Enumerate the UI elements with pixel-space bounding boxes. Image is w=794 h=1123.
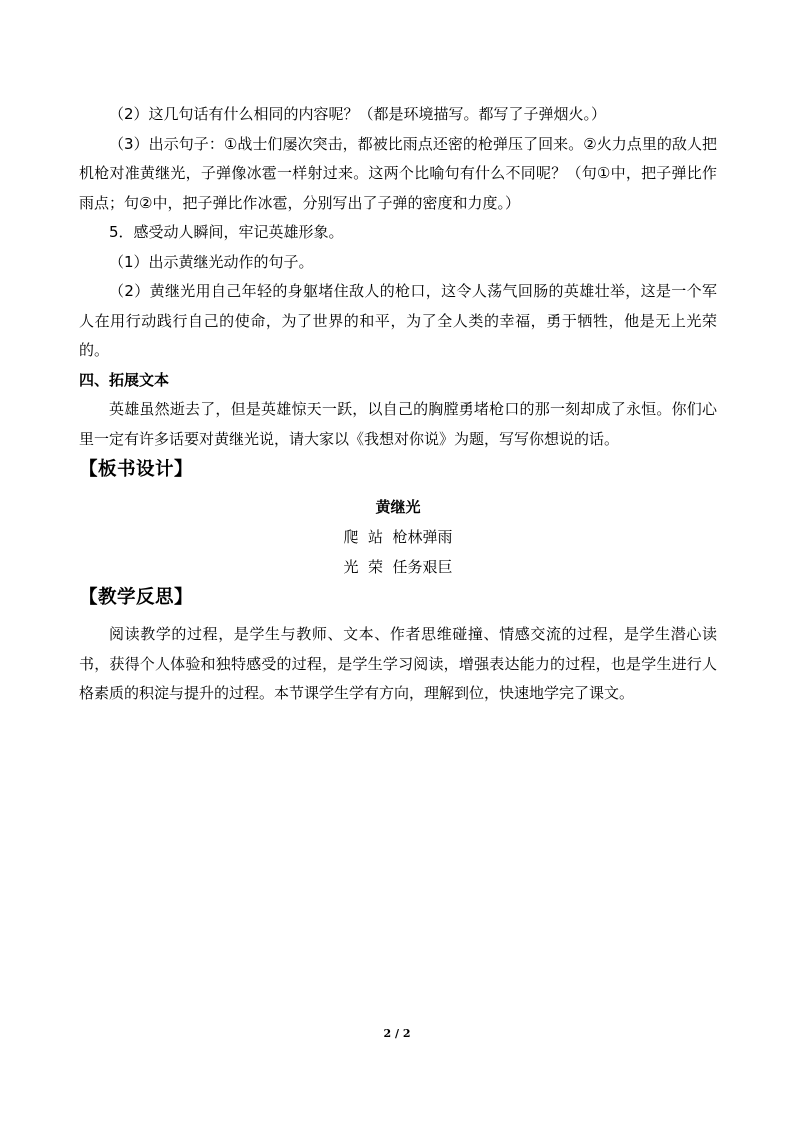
board-design-heading: 【板书设计】 [79,459,194,480]
paragraph-heroic-deed: （2）黄继光用自己年轻的身躯堵住敌人的枪口，这令人荡气回肠的英雄壮举，这是一个军人在用行动践行自己的使命，为了世界的和平，为了全人类的幸福，勇于牺牲，他是无上光荣的。 [79,282,717,359]
paragraph-reflection: 阅读教学的过程，是学生与教师、文本、作者思维碰撞、情感交流的过程，是学生潜心读书，获得个人体验和独特感受的过程，是学生学习阅读，增强表达能力的过程，也是学生进行人格素质的积淀与提升的过程。本节课学生学有方向，理解到位，快速地学完了课文。 [79,625,717,702]
board-design-line-1: 爬 站 枪林弹雨 [343,528,453,546]
document-body [79,100,717,709]
page-number: 2 / 2 [383,1027,411,1040]
paragraph-action-sentence: （1）出示黄继光动作的句子。 [109,252,314,271]
reflection-heading: 【教学反思】 [79,587,194,608]
paragraph-common-content: （2）这几句话有什么相同的内容呢？（都是环境描写。都写了子弹烟火。） [109,105,607,123]
paragraph-step-5: 5．感受动人瞬间，牢记英雄形象。 [109,223,344,241]
section-heading-extend-text: 四、拓展文本 [79,370,170,389]
paragraph-metaphor-comparison: （3）出示句子：①战士们屡次突击，都被比雨点还密的枪弹压了回来。②火力点里的敌人把机枪对准黄继光，子弹像冰雹一样射过来。这两个比喻句有什么不同呢？（句①中，把子弹比作雨点；句②中，把子弹比作冰雹，分别写出了子弹的密度和力度。） [79,134,717,212]
board-design-title: 黄继光 [375,498,421,516]
paragraph-extend-text: 英雄虽然逝去了，但是英雄惊天一跃，以自己的胸膛勇堵枪口的那一刻却成了永恒。你们心里一定有许多话要对黄继光说，请大家以《我想对你说》为题，写写你想说的话。 [79,400,717,448]
board-design-block [79,492,717,582]
board-design-line-2: 光 荣 任务艰巨 [343,558,453,576]
